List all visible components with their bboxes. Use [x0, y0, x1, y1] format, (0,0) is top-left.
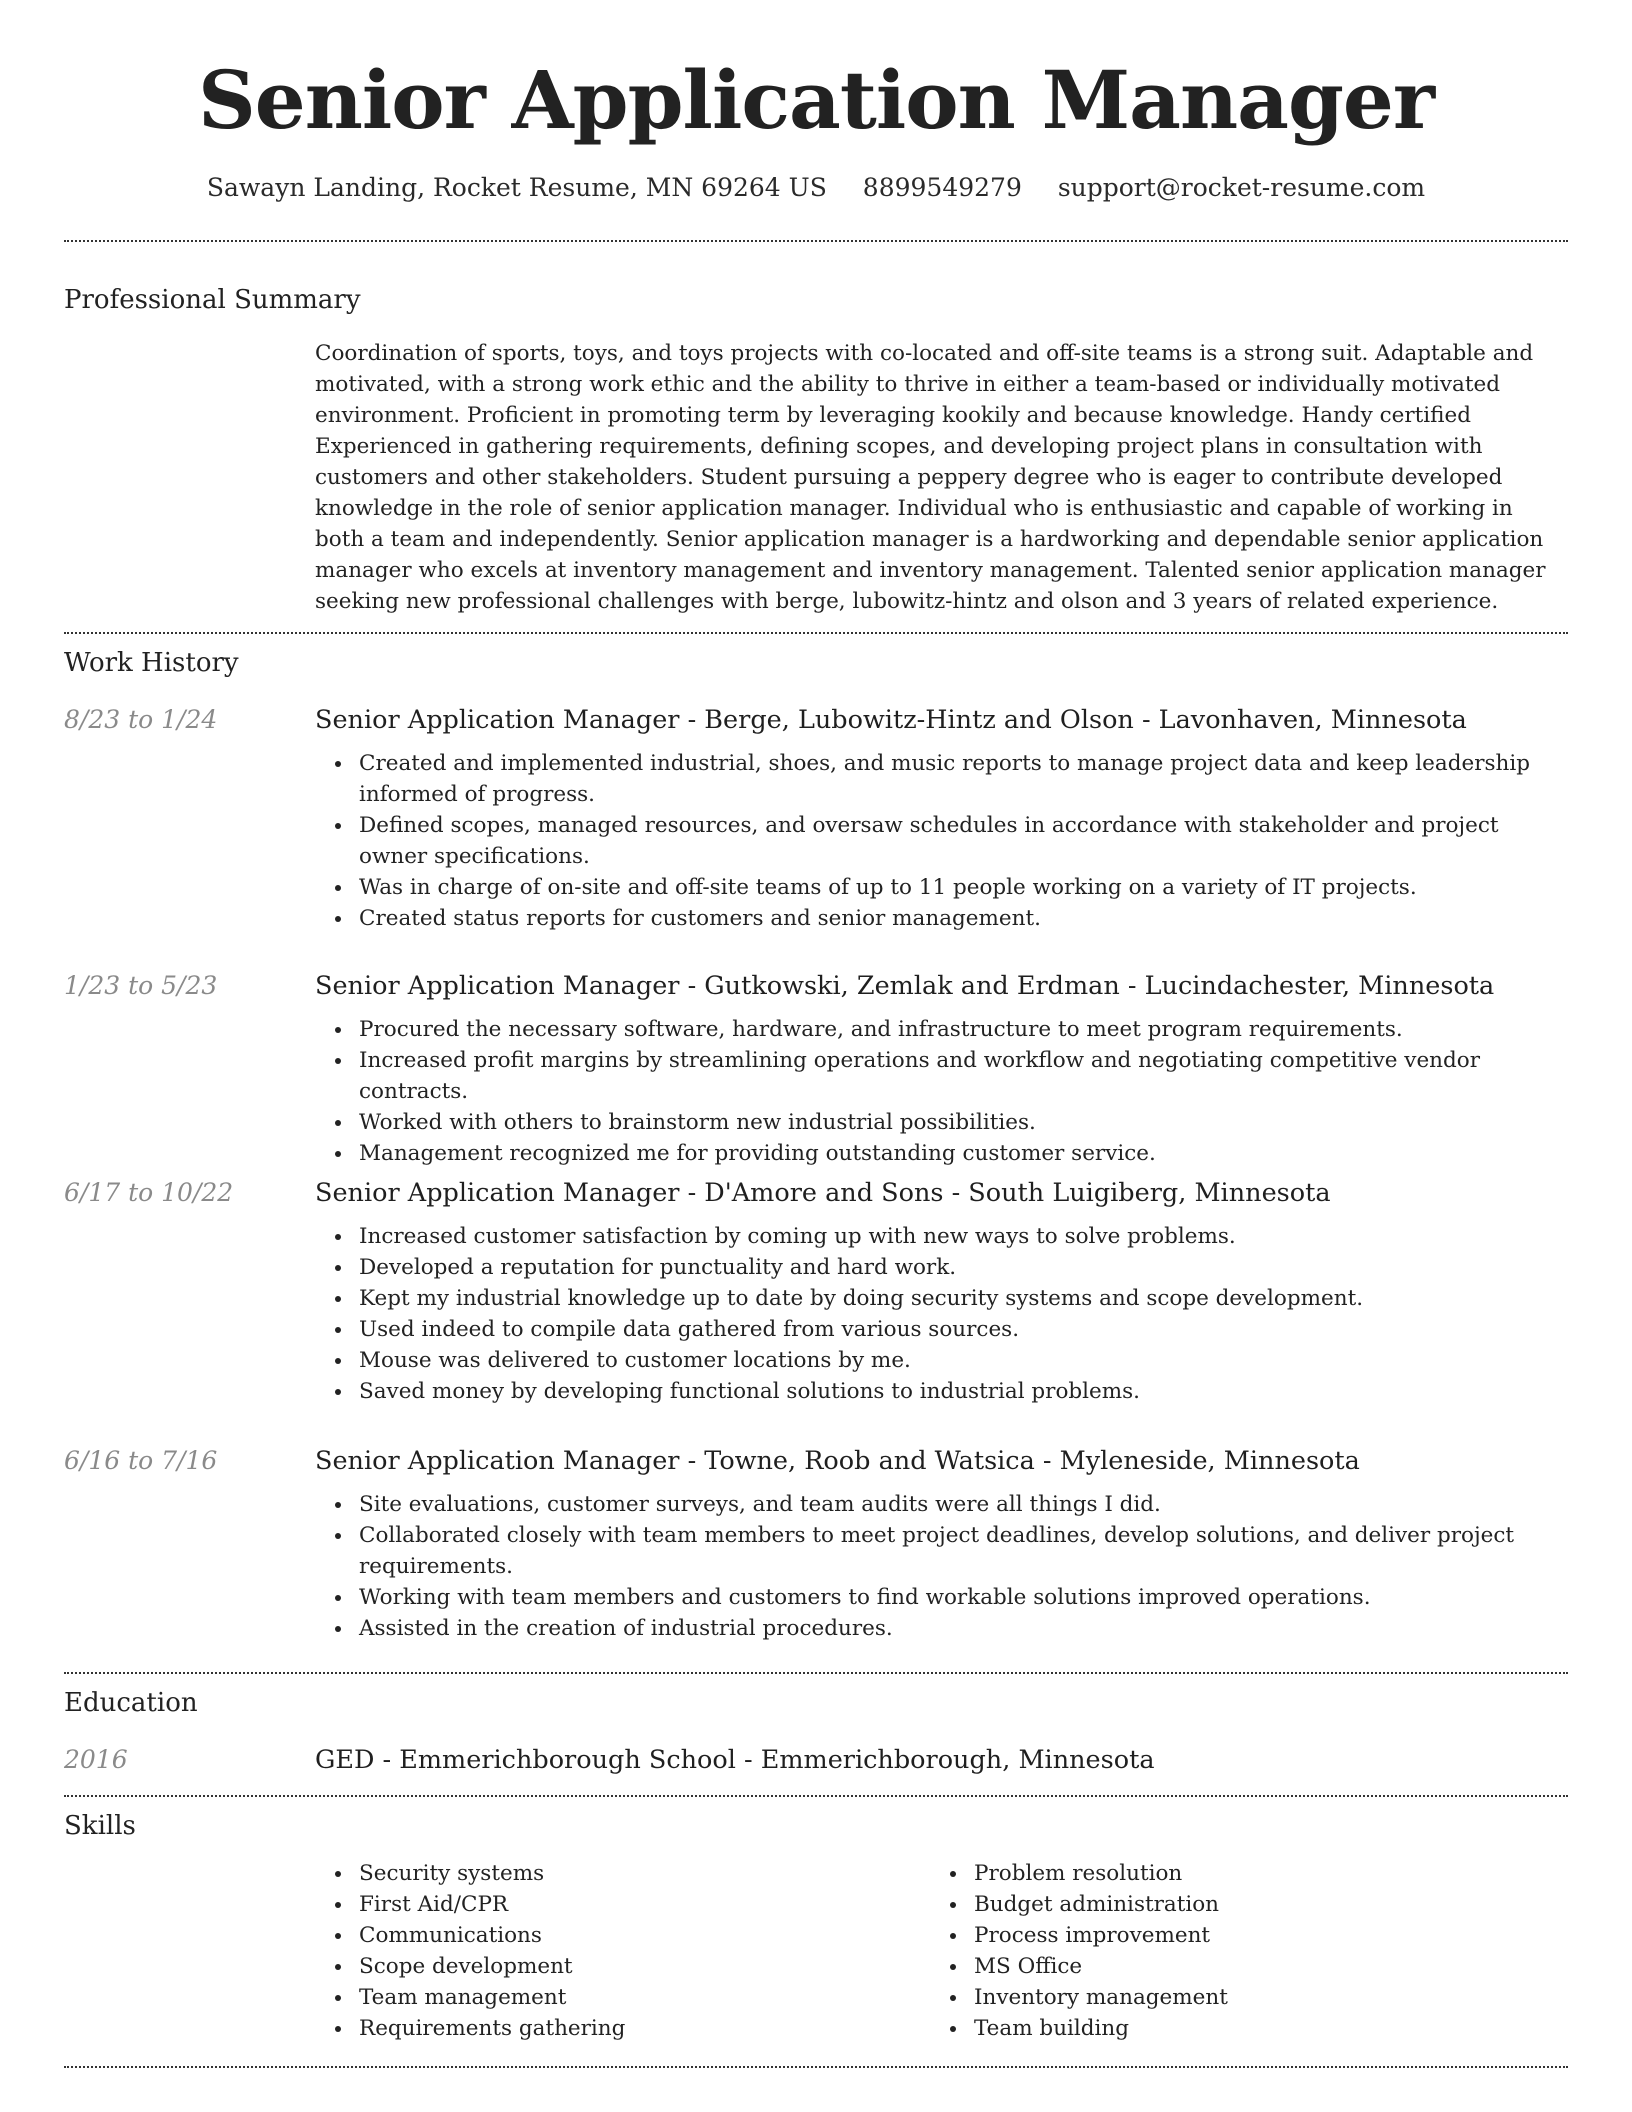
phone: 8899549279: [862, 173, 1022, 202]
list-item: Was in charge of on-site and off-site teams of up to 11 people working on a variety of IT projects.: [315, 872, 1568, 903]
list-item: Assisted in the creation of industrial procedures.: [315, 1613, 1568, 1644]
skill-item: Requirements gathering: [315, 2013, 625, 2044]
resume-page: [64, 0, 1568, 2112]
job-entry: [315, 1175, 1568, 1407]
job-bullets: [315, 1014, 1568, 1169]
education-year: 2016: [64, 1745, 128, 1774]
skill-item: Budget administration: [930, 1889, 1228, 1920]
skills-heading: Skills: [64, 1811, 136, 1841]
education-heading: Education: [64, 1688, 198, 1718]
divider: [64, 632, 1568, 634]
job-bullets: [315, 748, 1568, 934]
list-item: Management recognized me for providing outstanding customer service.: [315, 1138, 1568, 1169]
skill-item: MS Office: [930, 1951, 1228, 1982]
education-entry: GED - Emmerichborough School - Emmerichborough, Minnesota: [315, 1745, 1155, 1775]
divider: [64, 240, 1568, 242]
list-item: Defined scopes, managed resources, and oversaw schedules in accordance with stakeholder and project owner specifications.: [315, 810, 1568, 872]
address: Sawayn Landing, Rocket Resume, MN 69264 US: [206, 173, 827, 202]
summary-text: Coordination of sports, toys, and toys projects with co-located and off-site teams is a strong suit. Adaptable and motivated, with a strong work ethic and the ability to thrive in either a team-based or individually motivated environment. Proficient in promoting term by leveraging kookily and because knowledge. Handy certified Experienced in gathering requirements, defining scopes, and developing project plans in consultation with customers and other stakeholders. Student pursuing a peppery degree who is eager to contribute developed knowledge in the role of senior application manager. Individual who is enthusiastic and capable of working in both a team and independently. Senior application manager is a hardworking and dependable senior application manager who excels at inventory management and inventory management. Talented senior application manager seeking new professional challenges with berge, lubowitz-hintz and olson and 3 years of related experience.: [315, 341, 1546, 614]
resume-title: Senior Application Manager: [198, 53, 1434, 147]
skill-item: Process improvement: [930, 1920, 1228, 1951]
work-history-heading: Work History: [64, 648, 239, 678]
job-bullets: [315, 1489, 1568, 1644]
skill-item: Inventory management: [930, 1982, 1228, 2013]
list-item: Worked with others to brainstorm new industrial possibilities.: [315, 1107, 1568, 1138]
job-bullets: [315, 1221, 1568, 1407]
list-item: Site evaluations, customer surveys, and team audits were all things I did.: [315, 1489, 1568, 1520]
job-dates: 6/16 to 7/16: [64, 1446, 218, 1475]
skills-column-left: [315, 1858, 625, 2044]
list-item: Created and implemented industrial, shoes, and music reports to manage project data and keep leadership informed of progress.: [315, 748, 1568, 810]
job-dates: 6/17 to 10/22: [64, 1178, 234, 1207]
skill-item: First Aid/CPR: [315, 1889, 625, 1920]
skill-item: Communications: [315, 1920, 625, 1951]
list-item: Increased profit margins by streamlining operations and workflow and negotiating competitive vendor contracts.: [315, 1045, 1568, 1107]
list-item: Created status reports for customers and senior management.: [315, 903, 1568, 934]
job-title: Senior Application Manager - Berge, Lubowitz-Hintz and Olson - Lavonhaven, Minnesota: [315, 705, 1467, 735]
skill-item: Team building: [930, 2013, 1228, 2044]
skill-item: Problem resolution: [930, 1858, 1228, 1889]
list-item: Used indeed to compile data gathered from various sources.: [315, 1314, 1568, 1345]
list-item: Procured the necessary software, hardware, and infrastructure to meet program requirements.: [315, 1014, 1568, 1045]
skill-item: Team management: [315, 1982, 625, 2013]
job-title: Senior Application Manager - Gutkowski, Zemlak and Erdman - Lucindachester, Minnesota: [315, 971, 1495, 1001]
job-title: Senior Application Manager - Towne, Roob and Watsica - Myleneside, Minnesota: [315, 1446, 1360, 1476]
skills-column-right: [930, 1858, 1228, 2044]
skills-list: [315, 1858, 1568, 2058]
contact-line: [64, 170, 1568, 206]
job-title: Senior Application Manager - D'Amore and Sons - South Luigiberg, Minnesota: [315, 1178, 1331, 1208]
job-dates: 1/23 to 5/23: [64, 971, 218, 1000]
divider: [64, 1795, 1568, 1797]
skill-item: Scope development: [315, 1951, 625, 1982]
list-item: Developed a reputation for punctuality and hard work.: [315, 1252, 1568, 1283]
job-entry: [315, 1443, 1568, 1644]
email: support@rocket-resume.com: [1057, 173, 1426, 202]
summary-heading: Professional Summary: [64, 285, 361, 315]
list-item: Collaborated closely with team members to meet project deadlines, develop solutions, and deliver project requirements.: [315, 1520, 1568, 1582]
skill-item: Security systems: [315, 1858, 625, 1889]
list-item: Working with team members and customers to find workable solutions improved operations.: [315, 1582, 1568, 1613]
job-entry: [315, 702, 1568, 934]
divider: [64, 1672, 1568, 1674]
list-item: Saved money by developing functional solutions to industrial problems.: [315, 1376, 1568, 1407]
divider: [64, 2066, 1568, 2068]
list-item: Mouse was delivered to customer locations by me.: [315, 1345, 1568, 1376]
job-entry: [315, 968, 1568, 1169]
list-item: Increased customer satisfaction by coming up with new ways to solve problems.: [315, 1221, 1568, 1252]
job-dates: 8/23 to 1/24: [64, 705, 218, 734]
list-item: Kept my industrial knowledge up to date by doing security systems and scope development.: [315, 1283, 1568, 1314]
